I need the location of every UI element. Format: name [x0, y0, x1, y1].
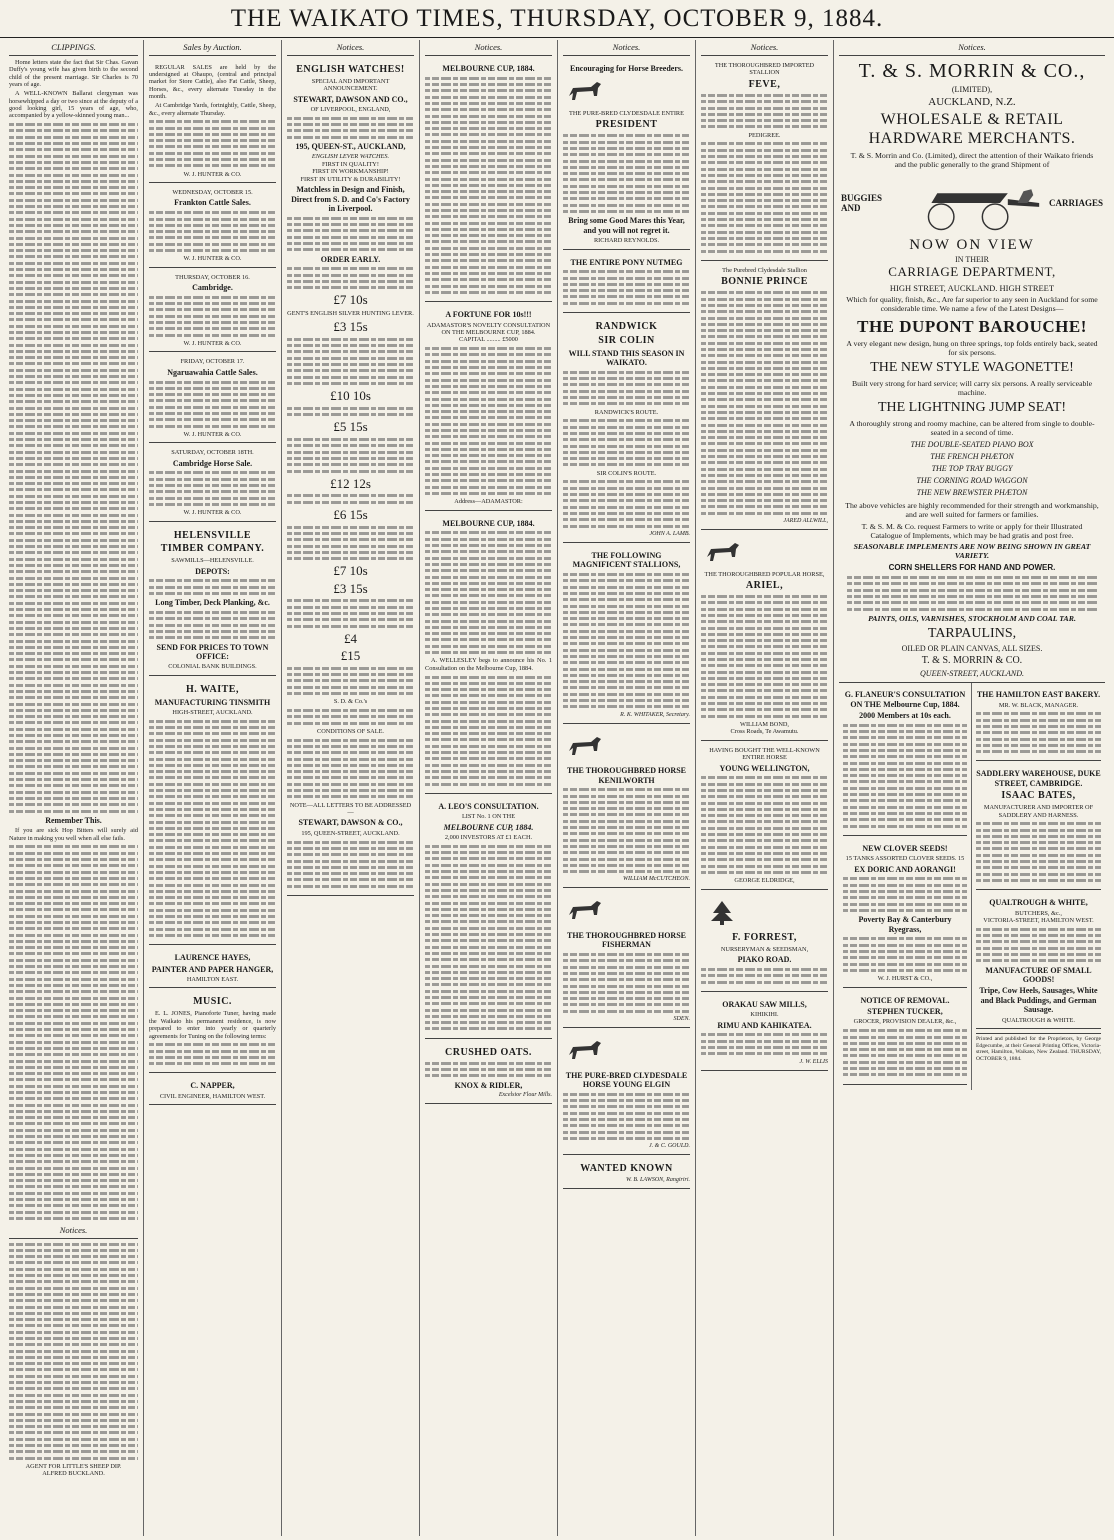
advertisement-music	[149, 991, 276, 1073]
ad-horse-name: YOUNG WELLINGTON,	[719, 763, 810, 773]
ad-slogan: ORDER EARLY.	[320, 254, 381, 264]
ad-signature: W. J. HUNTER & CO.	[183, 509, 242, 517]
ad-signature: R. K. WHITAKER, Secretary.	[620, 711, 690, 718]
ad-subtitle: S. D. & Co.'s	[333, 698, 368, 706]
ad-subtitle: MR. W. BLACK, MANAGER.	[998, 701, 1079, 709]
advertisement-watches	[287, 59, 414, 896]
ad-subtitle: GROCER, PROVISION DEALER, &c.,	[853, 1018, 957, 1026]
ad-title: THE THOROUGHBRED HORSE KENILWORTH	[567, 766, 686, 785]
advertisement-flaneur	[843, 685, 967, 836]
ad-signature: WILLIAM McCUTCHEON.	[623, 876, 690, 883]
ad-subtitle: ADAMASTOR'S NOVELTY CONSULTATION ON THE MELBOURNE CUP, 1884.	[426, 321, 551, 336]
ad-subheading: CORN SHELLERS FOR HAND AND POWER.	[888, 563, 1056, 573]
advertisement-bates	[976, 764, 1101, 890]
advertisement-forrest	[701, 893, 828, 992]
ad-subtitle: WILL STAND THIS SEASON IN WAIKATO.	[568, 348, 685, 368]
vehicle-item: THE CORNING ROAD WAGGON	[916, 476, 1028, 486]
advertisement-young-elgin	[563, 1031, 690, 1155]
ad-title: H. WAITE,	[186, 683, 239, 695]
vehicle-item: THE NEW BREWSTER PHÆTON	[916, 488, 1028, 498]
ad-title: ENGLISH WATCHES!	[296, 64, 405, 76]
ad-subtitle: CIVIL ENGINEER, HAMILTON WEST.	[159, 1092, 266, 1100]
advertisement	[149, 186, 276, 268]
ad-subtitle: MANUFACTURING TINSMITH	[154, 697, 271, 707]
ad-signature: J. W. ELLIS	[799, 1058, 828, 1065]
ad-subtitle: HAVING BOUGHT THE WELL-KNOWN ENTIRE HORSE	[709, 746, 820, 762]
ad-headline: TARPAULINS,	[927, 626, 1017, 642]
advertisement	[149, 446, 276, 521]
lower-ads	[839, 682, 1105, 1089]
advertisement-leo	[425, 797, 552, 1039]
ad-title: Cambridge Horse Sale.	[172, 458, 253, 468]
ad-title: G. FLANEUR'S CONSULTATION ON THE Melbourne Cup, 1884.	[844, 690, 966, 709]
ad-subtitle: OILED OR PLAIN CANVAS, ALL SIZES.	[901, 643, 1043, 653]
ad-firm: ISAAC BATES,	[1001, 790, 1076, 802]
ad-title: WANTED KNOWN	[580, 1163, 673, 1175]
lower-left-column	[839, 683, 972, 1089]
ad-headline: WHOLESALE & RETAIL HARDWARE MERCHANTS.	[868, 111, 1076, 147]
horse-illustration-icon	[563, 897, 605, 923]
ad-city: AUCKLAND, N.Z.	[928, 96, 1016, 109]
ad-headline: CARRIAGE DEPARTMENT,	[888, 264, 1056, 280]
ad-headline: THE NEW STYLE WAGONETTE!	[870, 360, 1074, 376]
price-description: GENT'S ENGLISH SILVER HUNTING LEVER.	[287, 309, 414, 317]
column-heading: CLIPPINGS.	[9, 40, 138, 56]
ad-slogan: Bring some Good Mares this Year, and you will not regret it.	[568, 216, 685, 235]
ad-firm: T. & S. MORRIN & CO.	[921, 654, 1023, 666]
ad-headline: THE DUPONT BAROUCHE!	[857, 316, 1087, 336]
column-heading: Notices.	[425, 40, 552, 56]
advertisement-fisherman	[563, 891, 690, 1028]
price: £15	[340, 648, 361, 664]
ad-signature: J. & C. GOULD.	[648, 1143, 690, 1150]
column-stallions	[696, 40, 834, 1536]
price: £3 15s	[333, 580, 368, 596]
ad-signature: RICHARD REYNOLDS.	[593, 237, 660, 245]
ad-address: HIGH-STREET, AUCKLAND.	[172, 709, 253, 717]
ad-subtitle: MELBOURNE CUP, 1884.	[443, 822, 534, 832]
horse-illustration-icon	[563, 733, 605, 759]
ad-subtitle: 2000 Members at 10s each.	[859, 711, 951, 721]
vehicle-item: THE FRENCH PHÆTON	[930, 452, 1014, 462]
advertisement-kenilworth	[563, 727, 690, 889]
ad-subtitle: IN THEIR	[955, 254, 989, 264]
ad-signature: GEORGE ELDRIDGE,	[734, 877, 795, 885]
ad-route: RANDWICK'S ROUTE.	[594, 408, 659, 416]
ad-firm: STEPHEN TUCKER,	[867, 1007, 943, 1017]
ad-title: THE FOLLOWING MAGNIFICENT STALLIONS,	[572, 550, 681, 570]
ad-horse-name: RANDWICK	[595, 321, 658, 333]
ad-text: Tripe, Cow Heels, Sausages, White and Black Puddings, and German Sausage.	[979, 986, 1098, 1015]
ad-note: NOTE—ALL LETTERS TO BE ADDRESSED—	[289, 801, 412, 817]
advertisement-cup	[425, 59, 552, 302]
ad-subtitle: 2,000 INVESTORS AT £1 EACH.	[444, 834, 533, 842]
subheading: Remember This.	[45, 815, 102, 825]
column-heading: Notices.	[563, 40, 690, 56]
ad-subtitle: PAINTER AND PAPER HANGER,	[151, 964, 274, 974]
advertisement-wellesley	[425, 514, 552, 794]
carriages-label: CARRIAGES	[1048, 197, 1103, 208]
ad-address: QUEEN-STREET, AUCKLAND.	[920, 668, 1024, 678]
ad-subtitle: Poverty Bay & Canterbury Ryegrass,	[858, 915, 952, 934]
advertisement-hayes	[149, 948, 276, 988]
buggies-label: BUGGIES AND	[841, 192, 883, 214]
buggy-illustration-row	[841, 173, 1103, 233]
ad-horse-name: SIR COLIN	[598, 334, 655, 346]
ad-signature: W. J. HUNTER & CO.	[183, 339, 242, 347]
text-block	[9, 123, 138, 812]
ad-text: Built very strong for hard service; will carry six persons. A really serviceable machine.	[851, 378, 1093, 398]
column-watches	[282, 40, 420, 1536]
ad-address: PIAKO ROAD.	[737, 955, 792, 965]
ad-slogan: FIRST IN QUALITY!	[322, 160, 379, 168]
ad-signature: W. J. HUNTER & CO.	[183, 255, 242, 263]
advertisement-napper	[149, 1076, 276, 1105]
ad-headline: THE LIGHTNING JUMP SEAT!	[877, 400, 1067, 416]
ad-subtitle: DEPOTS:	[195, 566, 230, 576]
advertisement	[149, 355, 276, 443]
column-melbourne-cup	[420, 40, 558, 1536]
ad-subtitle: Long Timber, Deck Planking, &c.	[155, 598, 270, 608]
newspaper-columns	[4, 40, 1110, 1536]
price: £7 10s	[333, 563, 368, 579]
ad-address: VICTORIA-STREET, HAMILTON WEST.	[983, 917, 1094, 925]
ad-subtitle: MANUFACTURER AND IMPORTER OF SADDLERY AND HARNESS.	[983, 804, 1094, 819]
advertisement-nutmeg	[563, 253, 690, 314]
ad-address: Address—ADAMASTOR:	[454, 498, 523, 506]
ad-title: A FORTUNE FOR 10s!!!	[445, 310, 532, 320]
ad-title: CRUSHED OATS.	[445, 1046, 532, 1058]
ad-signature: W. J. HURST & CO.,	[877, 975, 933, 983]
advertisement-young-wellington	[701, 744, 828, 890]
ad-subtitle: OF LIVERPOOL, ENGLAND,	[310, 106, 391, 114]
ad-subtitle: LIST No. 1 ON THE	[461, 813, 516, 821]
newspaper-masthead	[0, 0, 1114, 38]
column-heading: Notices.	[839, 40, 1105, 56]
ad-horse-name: BONNIE PRINCE	[721, 276, 808, 288]
text-block	[9, 1243, 138, 1460]
ad-text: A. WELLESLEY begs to announce his No. 1 Consultation on the Melbourne Cup, 1884.	[425, 657, 552, 672]
advertisement-randwick	[563, 316, 690, 543]
lower-right-column	[972, 683, 1105, 1089]
column-heading: Notices.	[287, 40, 414, 56]
ad-subtitle: CONDITIONS OF SALE.	[317, 727, 384, 735]
ad-title: A. LEO'S CONSULTATION.	[438, 801, 539, 811]
ad-text: A thoroughly strong and roomy machine, can be altered from single to double-seated in a second of time.	[849, 418, 1095, 437]
ad-text: T. & S. M. & Co. request Farmers to write or apply for their Illustrated Catalogue of Implements, which may be had gratis and post free.	[861, 521, 1083, 540]
article-paragraph: A WELL-KNOWN Ballarat clergyman was horsewhipped a day or two since at the deputy of a good looking girl, 15 years of age, who, accompanied by a yellow-skinned young man...	[9, 90, 138, 120]
ad-subtitle: SPECIAL AND IMPORTANT ANNOUNCEMENT.	[311, 77, 390, 93]
ad-subtitle: EX DORIC AND AORANGI!	[854, 864, 956, 874]
price: £10 10s	[330, 388, 371, 404]
ad-date: THURSDAY, OCTOBER 16.	[175, 273, 250, 281]
ad-title: T. & S. MORRIN & CO.,	[858, 60, 1086, 83]
agent-name: ALFRED BUCKLAND.	[42, 1470, 105, 1478]
advertisement-president	[563, 59, 690, 250]
tree-illustration-icon	[701, 899, 743, 925]
column-sales-by-auction	[144, 40, 282, 1536]
carriage-illustration-icon	[902, 173, 1049, 233]
ad-title: Ngaruawahia Cattle Sales.	[167, 367, 258, 377]
ad-subtitle: NURSERYMAN & SEEDSMAN,	[720, 945, 809, 953]
ad-slogan: FIRST IN WORKMANSHIP!	[312, 168, 389, 176]
ad-route: SIR COLIN'S ROUTE.	[596, 469, 657, 477]
ad-subtitle: ENGLISH LEVER WATCHES.	[311, 153, 390, 161]
ad-signature: W. J. HUNTER & CO.	[183, 170, 242, 178]
advertisement-clover	[843, 839, 967, 988]
ad-title: C. NAPPER,	[190, 1081, 235, 1091]
ad-title: LAURENCE HAYES,	[174, 953, 251, 963]
ad-subtitle: PEDIGREE.	[748, 131, 781, 139]
ad-signature: W. B. LAWSON, Rangiriri.	[625, 1176, 690, 1183]
ad-headline: SEASONABLE IMPLEMENTS ARE NOW BEING SHOWN IN GREAT VARIETY.	[853, 541, 1091, 561]
ad-horse-name: ARIEL,	[745, 579, 784, 591]
ad-headline: NOW ON VIEW	[909, 237, 1035, 254]
ad-signature: W. J. HUNTER & CO.	[183, 430, 242, 438]
ad-subtitle: SAWMILLS—HELENSVILLE.	[171, 557, 254, 565]
column-heading: Notices.	[9, 1223, 138, 1239]
ad-subtitle: The Purebred Clydesdale Stallion	[722, 266, 807, 274]
advertisement-feve	[701, 59, 828, 261]
ad-address: Cross Roads, Te Awamutu.	[730, 728, 799, 736]
ad-text: E. L. JONES, Pianoforte Tuner, having made the Waikato his permanent residence, is now prepared to enter into yearly or quarterly agreements for Tuning on the following terms:	[149, 1010, 276, 1040]
advertisement-helensville	[149, 525, 276, 676]
ad-signature: JOHN A. LAMB.	[649, 530, 690, 537]
column-heading: Notices.	[701, 40, 828, 56]
advertisement-ariel	[701, 533, 828, 741]
ad-text: The above vehicles are highly recommended for their strength and workmanship, and are well suited for farmers or families.	[845, 501, 1099, 520]
ad-title: F. FORREST,	[732, 931, 797, 943]
horse-illustration-icon	[563, 1037, 605, 1063]
ad-firm: STEWART, DAWSON AND CO.,	[293, 94, 408, 104]
ad-title: NOTICE OF REMOVAL.	[860, 995, 950, 1005]
ad-signature: JARED ALLWILL,	[783, 518, 828, 524]
price: £3 15s	[333, 319, 368, 335]
ad-address: HAMILTON EAST.	[186, 976, 239, 984]
article-paragraph: If you are sick Hop Bitters will surely aid Nature in making you well when all else fails.	[9, 827, 138, 842]
ad-capital: CAPITAL ......... £5000	[459, 336, 518, 344]
price: £6 15s	[333, 507, 368, 523]
advertisement-qualtrough	[976, 893, 1101, 1029]
ad-slogan: Matchless in Design and Finish, Direct from S. D. and Co's Factory in Liverpool.	[291, 185, 410, 213]
advertisement-stallions	[563, 546, 690, 724]
ad-date: FRIDAY, OCTOBER 17.	[180, 358, 245, 366]
advertisement	[149, 271, 276, 353]
ad-subtitle: 15 TANKS ASSORTED CLOVER SEEDS. 15	[845, 855, 965, 863]
ad-title: HELENSVILLE	[173, 529, 252, 541]
text-block	[9, 845, 138, 1220]
ad-title: SADDLERY WAREHOUSE, DUKE STREET, CAMBRIDGE.	[976, 769, 1101, 788]
ad-title: THE HAMILTON EAST BAKERY.	[976, 690, 1101, 700]
ad-title: MELBOURNE CUP, 1884.	[442, 518, 535, 528]
ad-firm: STEWART, DAWSON & CO.,	[298, 818, 403, 828]
ad-address: 195, QUEEN-STREET, AUCKLAND.	[301, 829, 400, 837]
ad-subtitle: SEND FOR PRICES TO TOWN OFFICE:	[156, 642, 269, 661]
advertisement-bakery	[976, 685, 1101, 761]
ad-horse-name: FEVE,	[748, 78, 781, 90]
ad-subtitle: KIHIKIHI.	[750, 1011, 779, 1019]
advertisement	[149, 59, 276, 183]
column-morrin	[834, 40, 1110, 1536]
ad-firm: KNOX & RIDLER,	[454, 1080, 523, 1090]
ad-title: MELBOURNE CUP, 1884.	[442, 64, 535, 74]
advertisement-adamastor	[425, 305, 552, 511]
price: £12 12s	[330, 475, 371, 491]
agent-line: AGENT FOR LITTLE'S SHEEP DIP.	[25, 1462, 122, 1470]
ad-subtitle: THE THOROUGHBRED POPULAR HORSE,	[704, 570, 825, 578]
ad-title: Encouraging for Horse Breeders.	[569, 64, 684, 74]
ad-title: THE ENTIRE PONY NUTMEG	[570, 257, 683, 267]
ad-signature: SDEN.	[673, 1016, 690, 1023]
ad-address: HIGH STREET, AUCKLAND. HIGH STREET	[889, 282, 1055, 293]
column-heading: Sales by Auction.	[149, 40, 276, 56]
ad-title: ORAKAU SAW MILLS,	[722, 999, 807, 1009]
advertisement-wanted	[563, 1158, 690, 1189]
advertisement-oats	[425, 1042, 552, 1105]
ad-signature: WILLIAM BOND,	[740, 720, 789, 728]
vehicle-item: THE DOUBLE-SEATED PIANO BOX	[910, 440, 1034, 450]
ad-subtitle: (LIMITED),	[951, 84, 993, 94]
horse-illustration-icon	[701, 539, 743, 565]
column-clippings	[4, 40, 144, 1536]
advertisement-waite	[149, 679, 276, 945]
ad-text: Which for quality, finish, &c., Are far superior to any seen in Auckland for some considerable time. We name a few of the Latest Designs—	[846, 294, 1098, 313]
ad-subheading: PAINTS, OILS, VARNISHES, STOCKHOLM AND COAL TAR.	[868, 613, 1076, 623]
ad-title: QUALTROUGH & WHITE,	[989, 898, 1088, 908]
masthead-title: THE WAIKATO TIMES, THURSDAY, OCTOBER 9, 1884.	[230, 4, 884, 32]
ad-text: A very elegant new design, hung on three springs, top folds entirely back, seated for six persons.	[846, 339, 1098, 358]
ad-title: THE THOROUGHBRED HORSE FISHERMAN	[567, 930, 686, 950]
ad-date: SATURDAY, OCTOBER 18TH.	[171, 449, 254, 457]
ad-title: Cambridge.	[192, 283, 233, 293]
price: £5 15s	[333, 419, 368, 435]
vehicle-item: THE TOP TRAY BUGGY	[931, 464, 1013, 474]
ad-horse-name: PRESIDENT	[595, 119, 658, 131]
vehicle-list	[839, 439, 1105, 499]
ad-subtitle: THE PURE-BRED CLYDESDALE ENTIRE	[569, 109, 684, 117]
advertisement-orakau	[701, 995, 828, 1071]
ad-date: WEDNESDAY, OCTOBER 15.	[172, 189, 253, 197]
ad-address: COLONIAL BANK BUILDINGS.	[168, 663, 257, 671]
ad-signature: Excelsior Flour Mills.	[498, 1092, 552, 1099]
ad-slogan: FIRST IN UTILITY & DURABILITY!	[300, 175, 401, 183]
price: £7 10s	[333, 292, 368, 308]
ad-title: NEW CLOVER SEEDS!	[862, 843, 948, 853]
ad-address: 195, QUEEN-ST., AUCKLAND,	[295, 142, 406, 151]
ad-subtitle: RIMU AND KAHIKATEA.	[717, 1020, 812, 1030]
ad-signature: QUALTROUGH & WHITE.	[1002, 1016, 1075, 1024]
advertisement-tucker	[843, 991, 967, 1085]
ad-subtitle: MANUFACTURE OF SMALL GOODS!	[985, 965, 1092, 985]
ad-title: MUSIC.	[193, 996, 232, 1008]
ad-subtitle: BUTCHERS, &c.,	[1015, 909, 1062, 917]
ad-title: TIMBER COMPANY.	[160, 543, 265, 555]
ad-text: At Cambridge Yards, fortnightly, Cattle, Sheep, &c., every alternate Thursday.	[149, 102, 276, 117]
ad-text: REGULAR SALES are held by the undersigned at Ohaupo, (central and principal market for Store Cattle), also Fat Cattle, Sheep, Horses, &c., every alternate Tuesday in the month.	[149, 63, 276, 101]
price: £4	[344, 630, 357, 646]
printer-imprint: Printed and published for the Proprietors, by George Edgecumbe, at their General Printing Offices, Victoria-street, Hamilton, Waikato, New Zealand. THURSDAY, OCTOBER 9, 1884.	[976, 1033, 1101, 1062]
advertisement-bonnie-prince	[701, 264, 828, 530]
ad-title: THE PURE-BRED CLYDESDALE HORSE YOUNG ELGIN	[565, 1070, 688, 1089]
ad-subtitle: THE THOROUGHBRED IMPORTED STALLION	[714, 62, 815, 77]
ad-text: T. & S. Morrin and Co. (Limited), direct the attention of their Waikato friends and the public generally to the grand Shipment of	[850, 150, 1094, 169]
article-paragraph: Home letters state the fact that Sir Chas. Gavan Duffy's young wife has given birth to the second child of the present marriage. Sir Charles is 70 years of age.	[9, 59, 138, 89]
column-horses	[558, 40, 696, 1536]
horse-illustration-icon	[563, 78, 605, 104]
ad-title: Frankton Cattle Sales.	[174, 198, 251, 208]
